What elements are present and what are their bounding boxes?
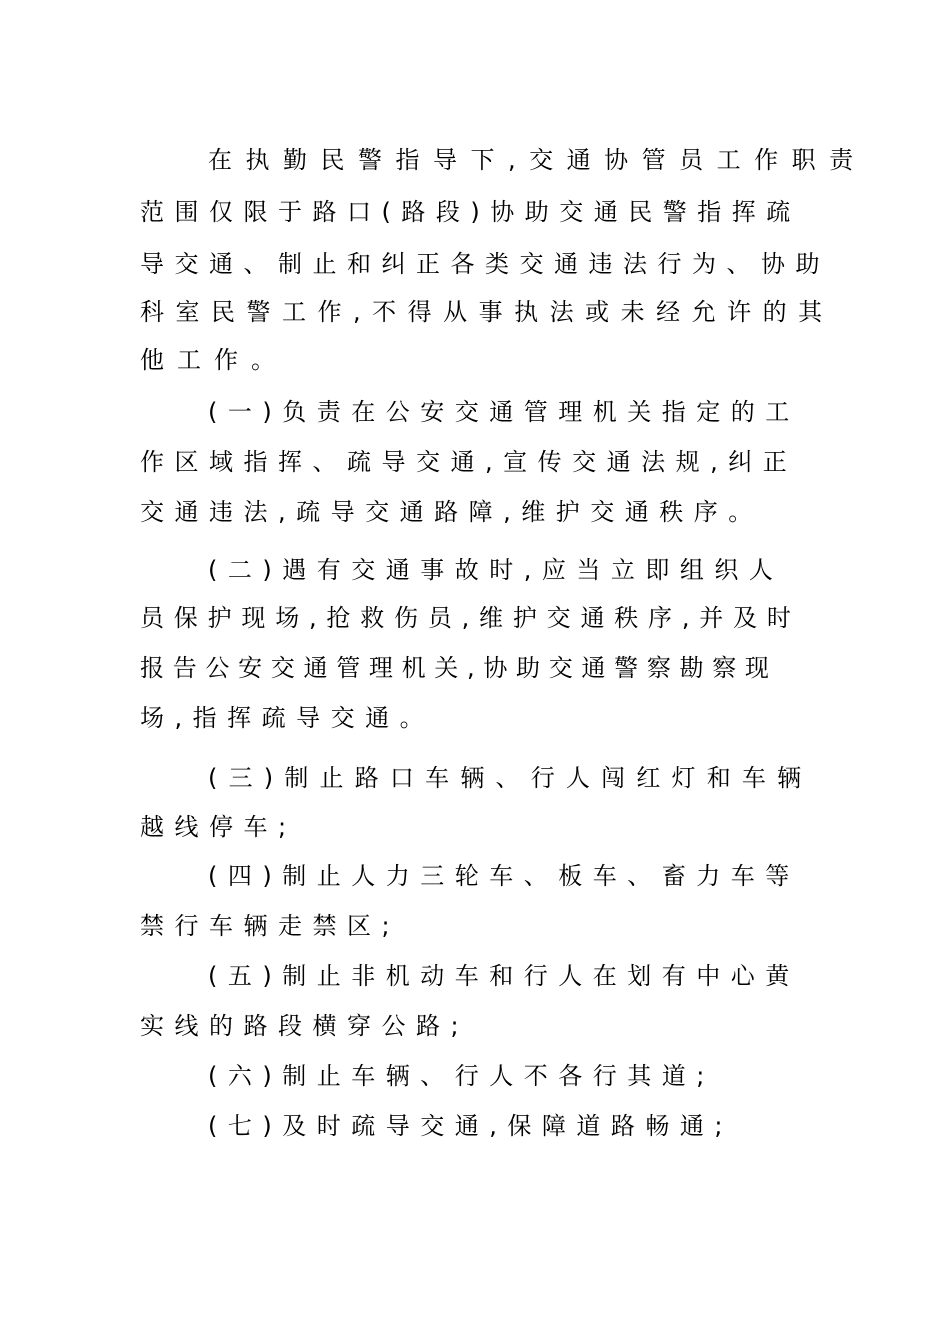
text-line: 员保护现场,抢救伤员,维护交通秩序,并及时: [140, 604, 801, 632]
text-line: 禁行车辆走禁区;: [140, 912, 401, 940]
text-line: (三)制止路口车辆、行人闯红灯和车辆: [208, 764, 813, 792]
text-line: 科室民警工作,不得从事执法或未经允许的其: [140, 298, 834, 326]
text-line: (六)制止车辆、行人不各行其道;: [208, 1062, 715, 1090]
text-line: 场,指挥疏导交通。: [140, 704, 435, 732]
text-line: 交通违法,疏导交通路障,维护交通秩序。: [140, 498, 763, 526]
text-line: 导交通、制止和纠正各类交通违法行为、协助: [140, 250, 830, 278]
text-line: (五)制止非机动车和行人在划有中心黄: [208, 962, 800, 990]
text-line: 实线的路段横穿公路;: [140, 1012, 470, 1040]
text-line: 他工作。: [140, 346, 288, 374]
text-line: 在执勤民警指导下,交通协管员工作职责: [208, 146, 867, 174]
text-line: 越线停车;: [140, 813, 297, 841]
text-line: 范围仅限于路口(路段)协助交通民警指挥疏: [140, 198, 801, 226]
text-line: 报告公安交通管理机关,协助交通警察勘察现: [140, 654, 778, 682]
text-line: (七)及时疏导交通,保障道路畅通;: [208, 1112, 733, 1140]
text-line: (二)遇有交通事故时,应当立即组织人: [208, 556, 784, 584]
text-line: (一)负责在公安交通管理机关指定的工: [208, 398, 800, 426]
text-line: (四)制止人力三轮车、板车、畜力车等: [208, 862, 800, 890]
text-line: 作区域指挥、疏导交通,宣传交通法规,纠正: [140, 448, 798, 476]
